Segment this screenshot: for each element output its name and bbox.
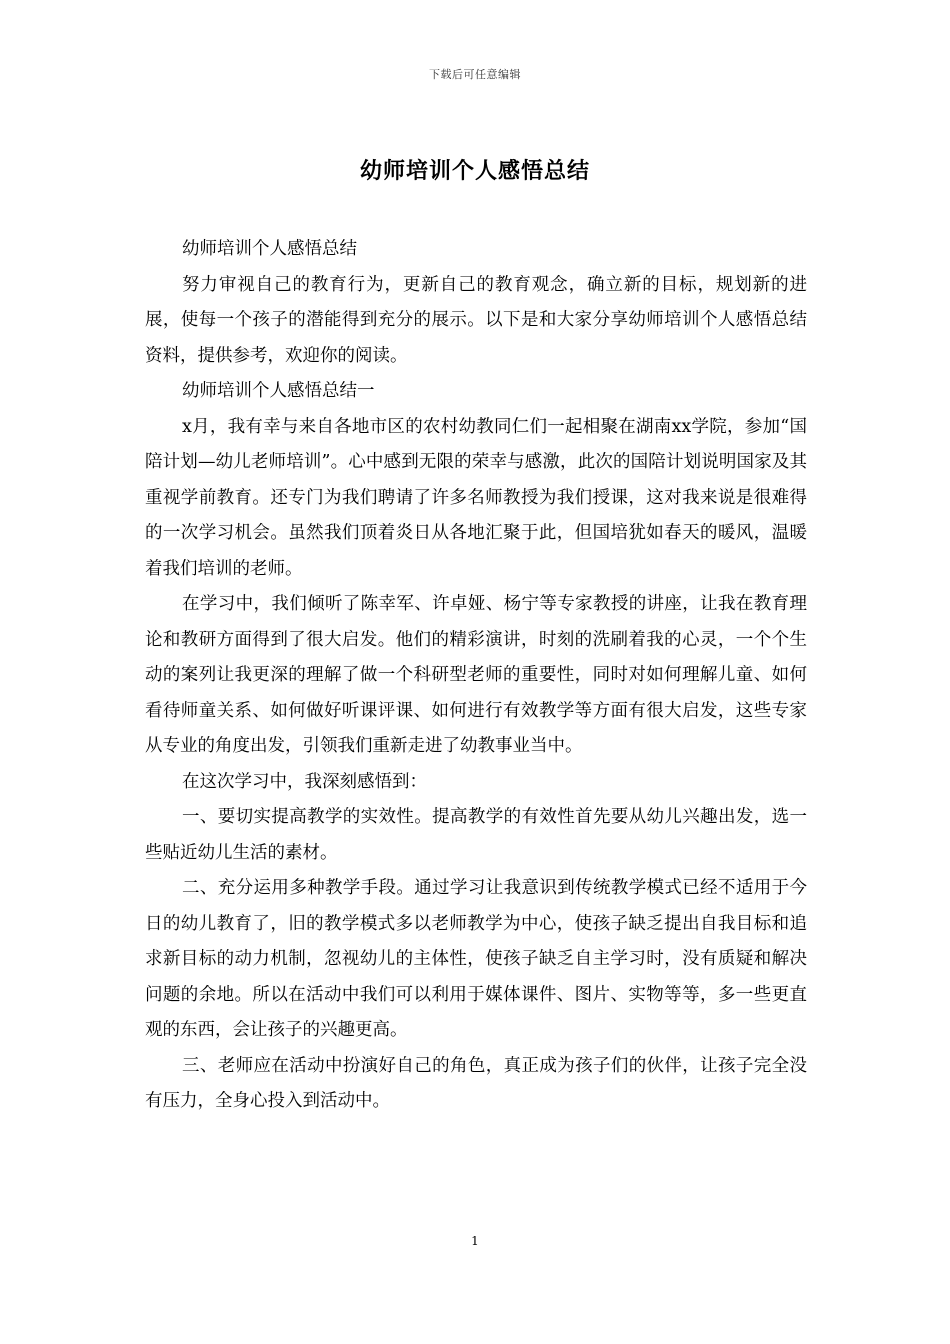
body-paragraph: 在这次学习中，我深刻感悟到： [182, 771, 427, 792]
subtitle-paragraph: 幼师培训个人感悟总结 [182, 239, 357, 259]
page-number: 1 [471, 1234, 479, 1248]
body-paragraph: x月，我有幸与来自各地市区的农村幼教同仁们一起相聚在湖南xx学院，参加“国陪计划—幼儿老师培训”。心中感到无限的荣幸与感激，此次的国陪计划说明国家及其重视学前教育。还专门为我们聘请了许多名师教授为我们授课，这对我来说是很难得的一次学习机会。虽然我们顶着炎日从各地汇聚于此，但国培犹如春天的暖风，温暖着我们培训的老师。 [145, 416, 807, 579]
header-note: 下载后可任意编辑 [429, 68, 521, 81]
point-three-paragraph: 三、老师应在活动中扮演好自己的角色，真正成为孩子们的伙伴，让孩子完全没有压力，全身心投入到活动中。 [145, 1055, 807, 1111]
document-body [145, 232, 807, 1120]
document-title: 幼师培训个人感悟总结 [359, 158, 590, 184]
section-heading-paragraph: 幼师培训个人感悟总结一 [182, 381, 375, 401]
body-paragraph: 在学习中，我们倾听了陈幸军、许卓娅、杨宁等专家教授的讲座，让我在教育理论和教研方面得到了很大启发。他们的精彩演讲，时刻的洗刷着我的心灵，一个个生动的案列让我更深的理解了做一个科研型老师的重要性，同时对如何理解儿童、如何看待师童关系、如何做好听课评课、如何进行有效教学等方面有很大启发，这些专家从专业的角度出发，引领我们重新走进了幼教事业当中。 [145, 594, 807, 756]
point-two-paragraph: 二、充分运用多种教学手段。通过学习让我意识到传统教学模式已经不适用于今日的幼儿教育了，旧的教学模式多以老师教学为中心，使孩子缺乏提出自我目标和追求新目标的动力机制，忽视幼儿的主体性，使孩子缺乏自主学习时，没有质疑和解决问题的余地。所以在活动中我们可以利用于媒体课件、图片、实物等等，多一些更直观的东西，会让孩子的兴趣更高。 [145, 878, 807, 1040]
point-one-paragraph: 一、要切实提高教学的实效性。提高教学的有效性首先要从幼儿兴趣出发，选一些贴近幼儿生活的素材。 [145, 807, 807, 863]
intro-paragraph: 努力审视自己的教育行为，更新自己的教育观念，确立新的目标，规划新的进展，使每一个孩子的潜能得到充分的展示。以下是和大家分享幼师培训个人感悟总结资料，提供参考，欢迎你的阅读。 [145, 274, 807, 366]
